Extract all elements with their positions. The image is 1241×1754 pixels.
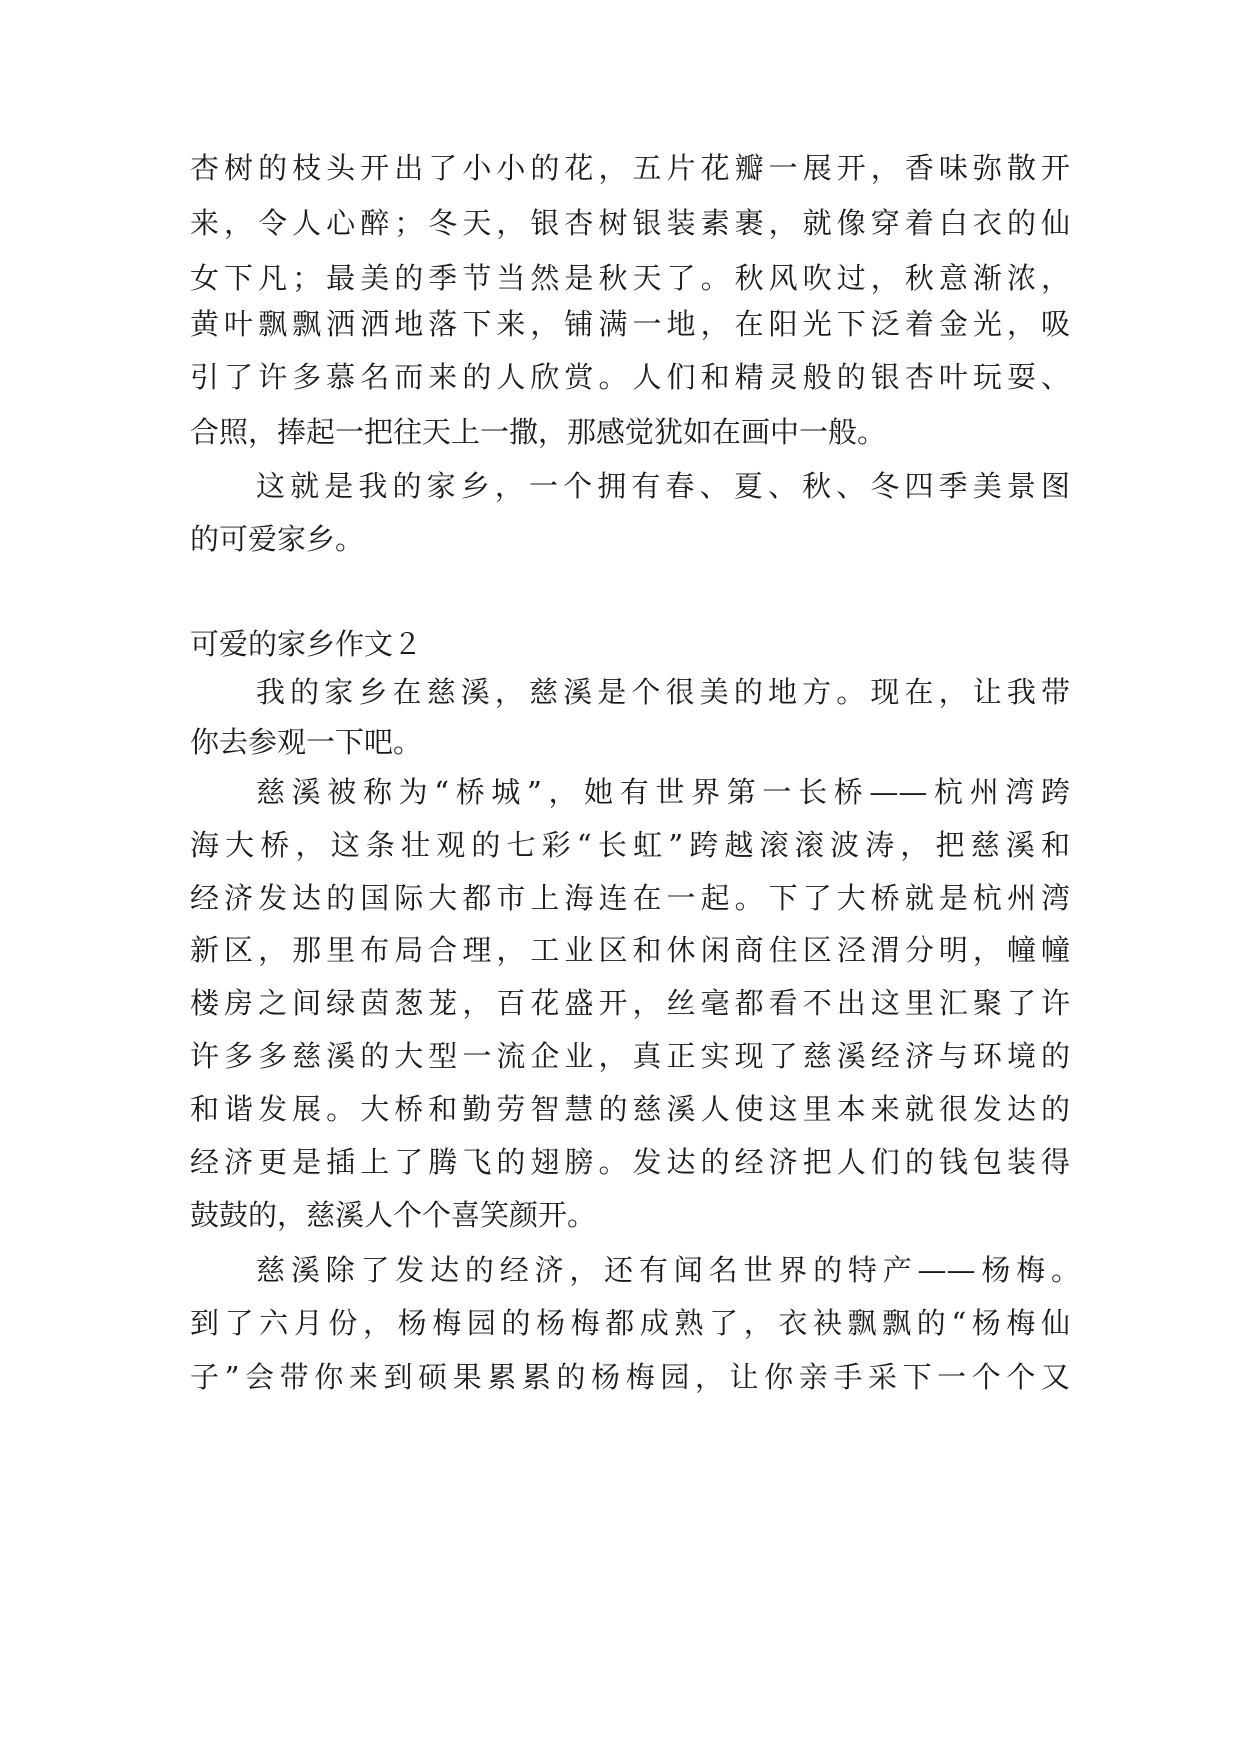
text-line: 子”会带你来到硕果累累的杨梅园，让你亲手采下一个个又 <box>190 1360 1070 1394</box>
text-line: 杏树的枝头开出了小小的花，五片花瓣一展开，香味弥散开 <box>190 151 1070 185</box>
text-line: 到了六月份，杨梅园的杨梅都成熟了，衣袂飘飘的“杨梅仙 <box>190 1306 1070 1340</box>
text-line: 合照，捧起一把往天上一撒，那感觉犹如在画中一般。 <box>190 415 887 449</box>
text-line: 慈溪被称为“桥城”，她有世界第一长桥——杭州湾跨 <box>256 775 1070 809</box>
text-line: 你去参观一下吧。 <box>190 725 423 759</box>
text-line: 黄叶飘飘洒洒地落下来，铺满一地，在阳光下泛着金光，吸 <box>190 307 1070 341</box>
text-line: 经济发达的国际大都市上海连在一起。下了大桥就是杭州湾 <box>190 881 1070 915</box>
text-line: 引了许多慕名而来的人欣赏。人们和精灵般的银杏叶玩耍、 <box>190 360 1070 394</box>
text-line: 经济更是插上了腾飞的翅膀。发达的经济把人们的钱包装得 <box>190 1145 1070 1179</box>
text-line: 这就是我的家乡，一个拥有春、夏、秋、冬四季美景图 <box>256 469 1070 503</box>
text-line: 新区，那里布局合理，工业区和休闲商住区泾渭分明，幢幢 <box>190 933 1070 967</box>
text-line: 来，令人心醉；冬天，银杏树银装素裹，就像穿着白衣的仙 <box>190 206 1070 240</box>
section-heading: 可爱的家乡作文２ <box>190 627 423 661</box>
text-line: 我的家乡在慈溪，慈溪是个很美的地方。现在，让我带 <box>256 675 1070 709</box>
text-line: 鼓鼓的，慈溪人个个喜笑颜开。 <box>190 1198 597 1232</box>
text-line: 许多多慈溪的大型一流企业，真正实现了慈溪经济与环境的 <box>190 1039 1070 1073</box>
text-line: 慈溪除了发达的经济，还有闻名世界的特产——杨梅。 <box>256 1253 1080 1287</box>
text-line: 女下凡；最美的季节当然是秋天了。秋风吹过，秋意渐浓， <box>190 261 1070 295</box>
text-line: 楼房之间绿茵葱茏，百花盛开，丝毫都看不出这里汇聚了许 <box>190 986 1070 1020</box>
text-line: 的可爱家乡。 <box>190 522 365 556</box>
text-line: 和谐发展。大桥和勤劳智慧的慈溪人使这里本来就很发达的 <box>190 1092 1070 1126</box>
text-line: 海大桥，这条壮观的七彩“长虹”跨越滚滚波涛，把慈溪和 <box>190 828 1070 862</box>
